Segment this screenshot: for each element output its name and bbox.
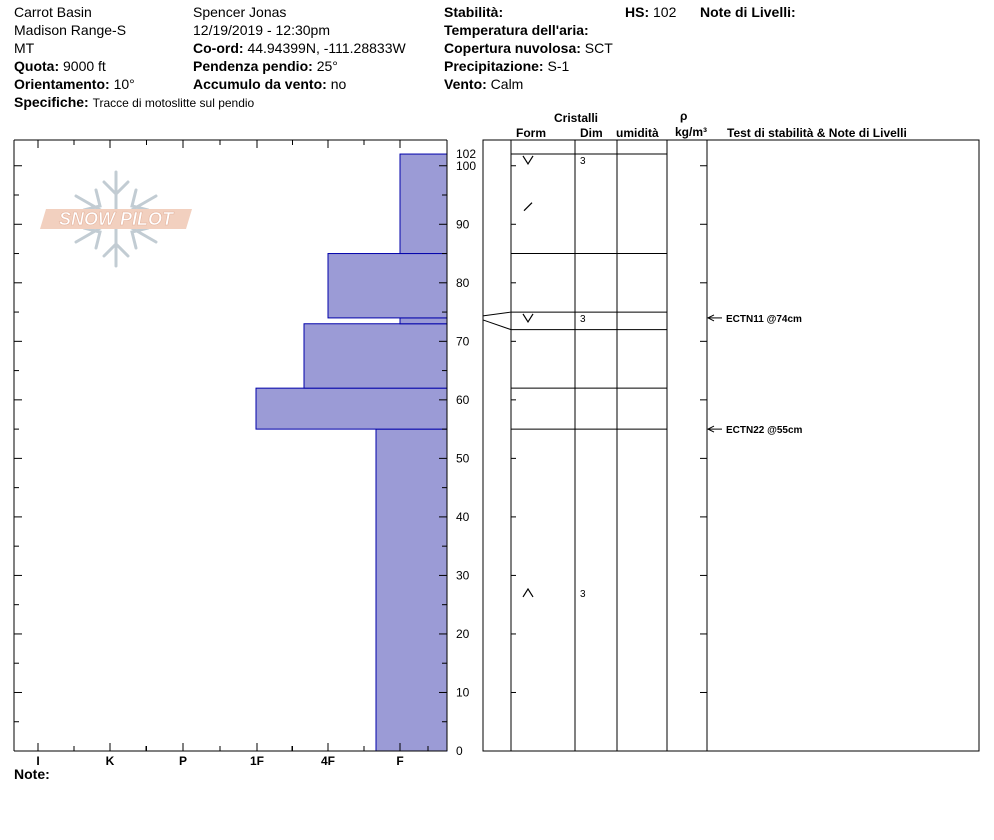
crystal-size-label: 3 (580, 588, 586, 600)
quota-value: 9000 ft (63, 58, 106, 74)
height-tick-label: 40 (456, 509, 470, 524)
hardness-layer (256, 388, 447, 429)
height-tick-label: 20 (456, 626, 470, 641)
orientamento-value: 10° (113, 76, 135, 92)
hardness-layer (376, 429, 447, 751)
hardness-axis (36, 140, 428, 768)
height-tick-label: 70 (456, 334, 470, 349)
temperatura-label: Temperatura dell'aria: (444, 22, 589, 38)
hardness-layer (400, 154, 447, 253)
stabilita-label: Stabilità: (444, 4, 504, 20)
location-range: Madison Range-S (14, 22, 127, 38)
hs-tick-label: 102 (456, 147, 477, 162)
height-tick-label: 60 (456, 392, 470, 407)
hardness-layer (400, 318, 447, 324)
crystal-column (523, 156, 586, 600)
hardness-layer (328, 254, 447, 318)
crystal-form-icon (523, 589, 533, 597)
hardness-label: 1F (249, 754, 265, 768)
vento-label: Vento: (444, 76, 487, 92)
observer-name: Spencer Jonas (193, 4, 287, 20)
hardness-label: F (396, 754, 404, 768)
height-tick-label: 90 (456, 217, 470, 232)
crystal-size-label: 3 (580, 313, 586, 325)
hardness-layer (304, 324, 447, 388)
hardness-layers (256, 154, 447, 751)
orientamento-label: Orientamento: (14, 76, 110, 92)
height-tick-label: 80 (456, 275, 470, 290)
vento-value: Calm (490, 76, 524, 92)
hardness-label: I (36, 754, 40, 768)
height-tick-label: 50 (456, 451, 470, 466)
height-tick-label: 10 (456, 685, 470, 700)
form-header: Form (516, 126, 546, 140)
specifiche-value: Tracce di motoslitte sul pendio (92, 96, 255, 110)
accumulo-label: Accumulo da vento: (193, 76, 327, 92)
note-livelli-label: Note di Livelli: (700, 4, 796, 20)
layer-connector-line (483, 312, 511, 316)
accumulo-value: no (330, 76, 347, 92)
coord-value: 44.94399N, -111.28833W (247, 40, 406, 56)
copertura-label: Copertura nuvolosa: (444, 40, 581, 56)
specifiche-label: Specifiche: (14, 94, 89, 110)
height-tick-label: 100 (456, 158, 477, 173)
location-name: Carrot Basin (14, 4, 92, 20)
hardness-label: 4F (320, 754, 336, 768)
pendenza-label: Pendenza pendio: (193, 58, 313, 74)
crystal-form-icon (523, 314, 533, 322)
crystal-size-label: 3 (580, 155, 586, 167)
density-unit-header: kg/m³ (675, 125, 708, 139)
test-label: ECTN11 @74cm (726, 313, 802, 325)
crystal-form-icon (524, 203, 532, 211)
stability-tests (708, 314, 803, 436)
height-tick-label: 30 (456, 568, 470, 583)
observation-datetime: 12/19/2019 - 12:30pm (193, 22, 330, 38)
location-state: MT (14, 40, 35, 56)
layer-table (483, 140, 979, 751)
layer-connector-line (483, 320, 511, 330)
precipitazione-label: Precipitazione: (444, 58, 544, 74)
tests-header: Test di stabilità & Note di Livelli (727, 126, 907, 140)
cristalli-header: Cristalli (554, 111, 599, 125)
test-label: ECTN22 @55cm (726, 425, 803, 437)
dim-header: Dim (580, 126, 603, 140)
crystal-form-icon (523, 156, 533, 164)
table-border (483, 140, 979, 751)
hs-label: HS: (625, 4, 650, 20)
logo-text: SNOW PILOT (59, 209, 173, 229)
height-tick-label: 0 (456, 744, 463, 758)
pendenza-value: 25° (316, 58, 338, 74)
snowpilot-logo (40, 172, 192, 266)
hardness-label: K (105, 754, 115, 768)
coord-label: Co-ord: (193, 40, 244, 56)
hs-value: 102 (653, 4, 677, 20)
copertura-value: SCT (584, 40, 613, 56)
umidita-header: umidità (616, 126, 659, 140)
rho-header: ρ (680, 109, 688, 123)
note-label: Note: (14, 766, 50, 782)
hardness-label: P (178, 754, 188, 768)
precipitazione-value: S-1 (547, 58, 570, 74)
quota-label: Quota: (14, 58, 60, 74)
